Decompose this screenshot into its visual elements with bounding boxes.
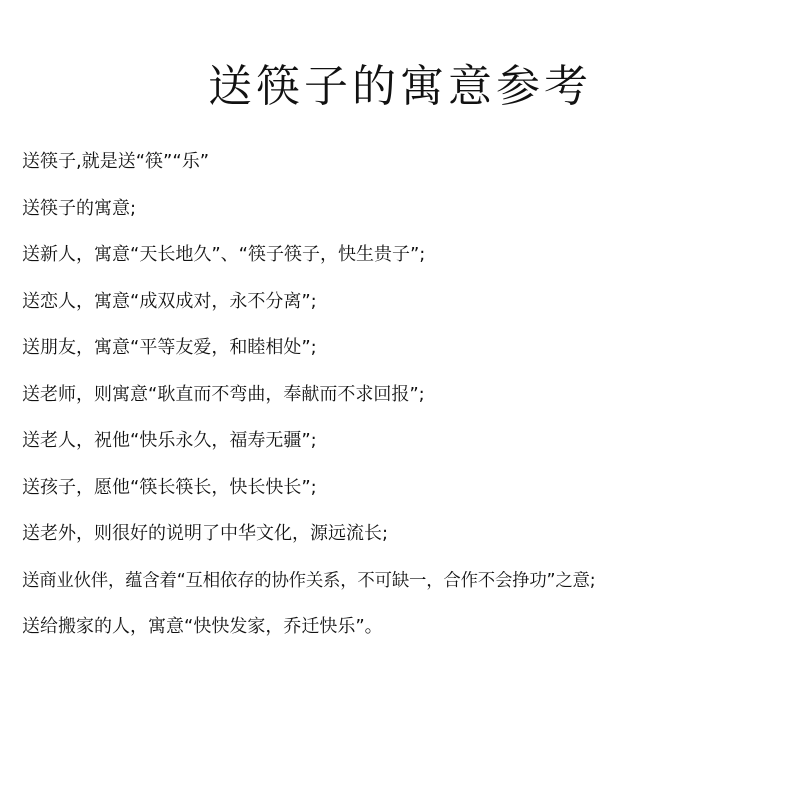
- list-item: 送给搬家的人，寓意“快快发家，乔迁快乐”。: [22, 616, 383, 637]
- list-item: 送老人，祝他“快乐永久，福寿无疆”;: [22, 430, 317, 451]
- list-item: 送朋友，寓意“平等友爱，和睦相处”;: [22, 337, 317, 358]
- list-item: 送筷子,就是送“筷”“乐”: [22, 151, 210, 172]
- list-item: 送恋人，寓意“成双成对，永不分离”;: [22, 290, 317, 312]
- list-item: 送孩子，愿他“筷长筷长，快长快长”;: [22, 476, 317, 498]
- page-title: 送筷子的寓意参考: [208, 61, 592, 113]
- meaning-list: [22, 145, 797, 657]
- list-item: 送商业伙伴，蕴含着“互相依存的协作关系，不可缺一，合作不会挣功”之意;: [22, 570, 596, 591]
- list-item: 送筷子的寓意;: [22, 197, 137, 219]
- list-item: 送老师，则寓意“耿直而不弯曲，奉献而不求回报”;: [22, 383, 425, 405]
- list-item: 送新人，寓意“天长地久”、“筷子筷子，快生贵子”;: [22, 244, 426, 265]
- list-item: 送老外，则很好的说明了中华文化，源远流长;: [22, 523, 389, 544]
